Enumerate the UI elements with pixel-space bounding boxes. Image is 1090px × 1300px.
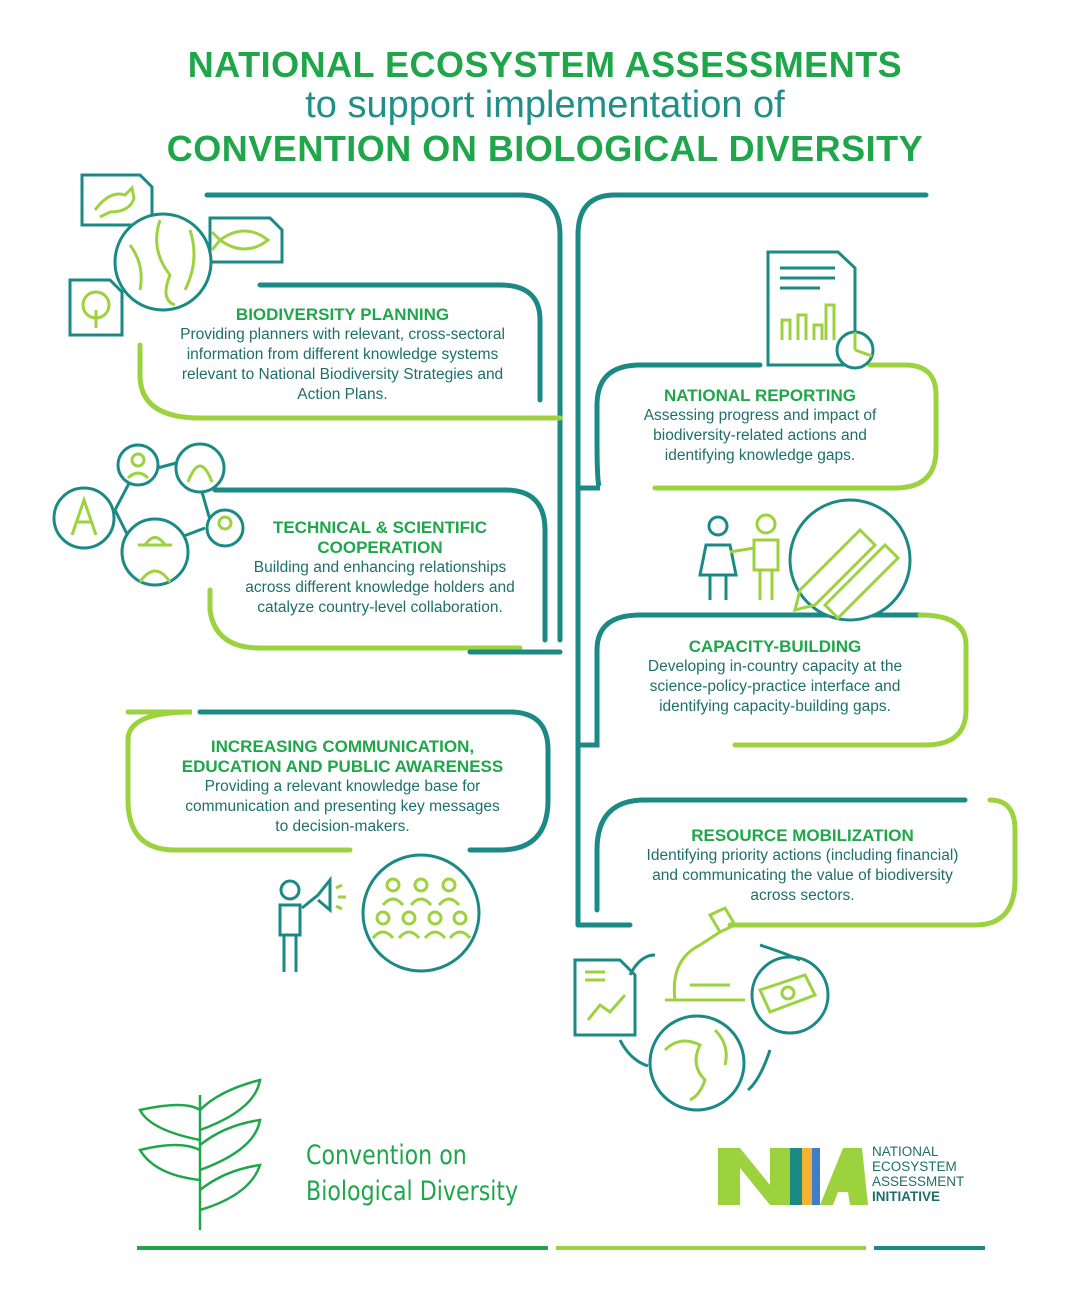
microscope-icon: [665, 908, 745, 1000]
section-text-line: identifying capacity-building gaps.: [659, 698, 891, 715]
section-text-line: and communicating the value of biodiversity: [652, 867, 953, 884]
section-technical-cooperation: [210, 518, 550, 618]
section-text-line: catalyze country-level collaboration.: [257, 599, 503, 616]
nea-logo-text: [872, 1144, 964, 1204]
pie-chart-icon: [837, 332, 873, 368]
people-pair-icon: [700, 515, 778, 600]
section-biodiversity-planning: [140, 305, 545, 405]
section-heading: BIODIVERSITY PLANNING: [235, 305, 450, 324]
section-heading: COOPERATION: [317, 538, 443, 557]
cbd-logo-text: [306, 1138, 518, 1210]
cbd-leaf-logo: [140, 1080, 260, 1230]
nea-logo-line: ASSESSMENT: [872, 1174, 965, 1189]
nea-logo-line: INITIATIVE: [872, 1189, 941, 1204]
tree-icon: [70, 280, 122, 335]
title-line-3: CONVENTION ON BIOLOGICAL DIVERSITY: [166, 128, 924, 169]
section-text-line: Assessing progress and impact of: [643, 407, 877, 424]
trend-document-icon: [575, 960, 635, 1035]
section-heading: INCREASING COMMUNICATION,: [210, 737, 475, 756]
section-text-line: communication and presenting key messages: [185, 798, 500, 815]
money-icon: [752, 957, 828, 1033]
section-heading: TECHNICAL & SCIENTIFIC: [272, 518, 488, 537]
section-text-line: Developing in-country capacity at the: [647, 658, 903, 675]
section-text-line: Action Plans.: [297, 386, 388, 403]
section-text-line: information from different knowledge systems: [186, 346, 499, 363]
globe-icon: [650, 1016, 744, 1110]
section-communication: [140, 737, 545, 837]
section-national-reporting: [600, 386, 920, 466]
cbd-logo-line: Convention on: [306, 1140, 467, 1171]
section-heading: EDUCATION AND PUBLIC AWARENESS: [181, 757, 504, 776]
section-text-line: relevant to National Biodiversity Strategies and: [181, 366, 504, 383]
section-heading: NATIONAL REPORTING: [663, 386, 857, 405]
nea-logo-line: ECOSYSTEM: [872, 1159, 957, 1174]
section-text-line: across sectors.: [750, 887, 855, 904]
title-line-1: NATIONAL ECOSYSTEM ASSESSMENTS: [187, 44, 903, 85]
nea-logo-line: NATIONAL: [872, 1144, 939, 1159]
section-resource-mobilization: [600, 826, 1005, 906]
pencil-ruler-icon: [790, 500, 910, 620]
title-line-2: to support implementation of: [305, 84, 785, 126]
cbd-logo-line: Biological Diversity: [306, 1176, 519, 1207]
section-heading: CAPACITY-BUILDING: [688, 637, 862, 656]
section-text-line: Providing a relevant knowledge base for: [204, 778, 481, 795]
section-text-line: Providing planners with relevant, cross-sectoral: [180, 326, 505, 343]
section-text-line: biodiversity-related actions and: [653, 427, 867, 444]
section-text-line: to decision-makers.: [275, 818, 410, 835]
map-globe-icon: [115, 214, 211, 310]
section-heading: RESOURCE MOBILIZATION: [691, 826, 914, 845]
fish-icon: [210, 218, 282, 262]
section-text-line: Identifying priority actions (including financial): [646, 847, 959, 864]
section-text-line: science-policy-practice interface and: [649, 678, 901, 695]
section-text-line: across different knowledge holders and: [245, 579, 515, 596]
audience-icon: [363, 855, 479, 971]
nea-logo: [718, 1148, 868, 1205]
section-text-line: Building and enhancing relationships: [253, 559, 507, 576]
section-capacity-building: [600, 637, 950, 717]
megaphone-person-icon: [280, 880, 346, 972]
section-text-line: identifying knowledge gaps.: [664, 447, 856, 464]
